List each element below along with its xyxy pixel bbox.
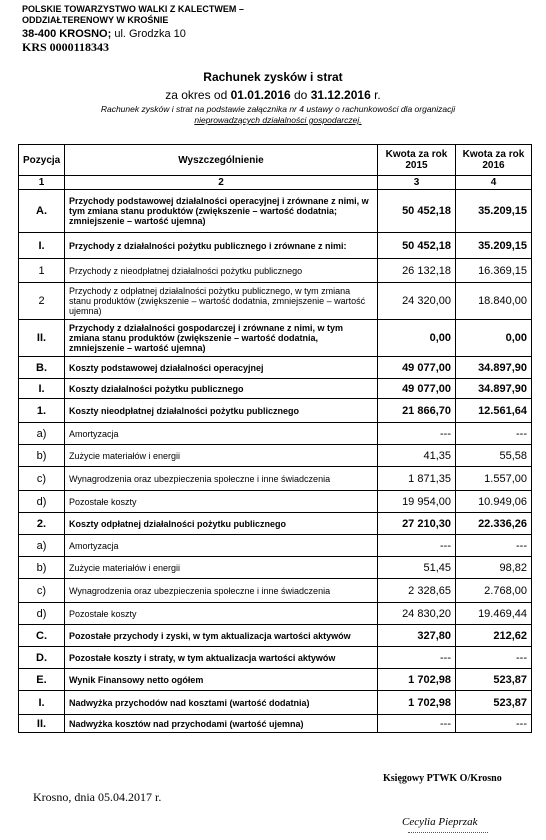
row-position: I. [19, 379, 65, 399]
row-position: A. [19, 190, 65, 233]
index-cell: 2 [65, 176, 378, 190]
row-position: b) [19, 557, 65, 579]
row-amount-2016: --- [456, 647, 532, 669]
header-position: Pozycja [19, 145, 65, 176]
row-position: 1. [19, 399, 65, 423]
table-row [19, 445, 532, 467]
org-name-line2: ODDZIAŁTERENOWY W KROŚNIE [22, 15, 169, 25]
reporting-period [0, 88, 546, 102]
table-row [19, 715, 532, 733]
row-amount-2015: 24 830,20 [378, 603, 456, 625]
table-row [19, 467, 532, 491]
row-amount-2015: 19 954,00 [378, 491, 456, 513]
period-mid: do [290, 88, 311, 102]
row-description: Pozostałe koszty i straty, w tym aktualizacja wartości aktywów [65, 647, 378, 669]
row-description: Wynagrodzenia oraz ubezpieczenia społeczne i inne świadczenia [65, 579, 378, 603]
row-description: Amortyzacja [65, 423, 378, 445]
row-description: Nadwyżka kosztów nad przychodami (wartość ujemna) [65, 715, 378, 733]
row-amount-2016: 0,00 [456, 320, 532, 357]
table-row [19, 535, 532, 557]
legal-note-line1: Rachunek zysków i strat na podstawie załącznika nr 4 ustawy o rachunkowości dla organizacji [100, 104, 456, 114]
row-position: a) [19, 423, 65, 445]
row-amount-2016: --- [456, 715, 532, 733]
row-amount-2016: 212,62 [456, 625, 532, 647]
row-amount-2015: 50 452,18 [378, 190, 456, 233]
row-amount-2015: 50 452,18 [378, 233, 456, 259]
row-description: Koszty działalności pożytku publicznego [65, 379, 378, 399]
row-amount-2015: 41,35 [378, 445, 456, 467]
row-description: Zużycie materiałów i energii [65, 445, 378, 467]
document-title: Rachunek zysków i strat [203, 70, 343, 84]
row-position: d) [19, 603, 65, 625]
row-position: c) [19, 579, 65, 603]
table-row [19, 320, 532, 357]
header-amount-2016: Kwota za rok 2016 [456, 145, 532, 176]
krs-number: KRS 0000118343 [22, 40, 110, 54]
table-row [19, 691, 532, 715]
row-amount-2015: 49 077,00 [378, 357, 456, 379]
row-position: a) [19, 535, 65, 557]
table-index-row [19, 176, 532, 190]
row-amount-2016: --- [456, 535, 532, 557]
row-amount-2016: 22.336,26 [456, 513, 532, 535]
row-position: c) [19, 467, 65, 491]
table-row [19, 233, 532, 259]
row-amount-2016: 1.557,00 [456, 467, 532, 491]
row-position: I. [19, 233, 65, 259]
row-position: E. [19, 669, 65, 691]
row-description: Nadwyżka przychodów nad kosztami (wartość dodatnia) [65, 691, 378, 715]
row-position: D. [19, 647, 65, 669]
legal-note [40, 104, 516, 126]
row-position: B. [19, 357, 65, 379]
row-description: Przychody podstawowej działalności operacyjnej i zrównane z nimi, w tym zmiana stanu produktów (zwiększenie – wartość dodatnia; zmniejszenie – wartość ujemna) [65, 190, 378, 233]
header-amount-2015: Kwota za rok 2015 [378, 145, 456, 176]
income-statement-table [18, 144, 532, 733]
row-amount-2015: 49 077,00 [378, 379, 456, 399]
address-street: ul. Grodzka 10 [111, 28, 186, 40]
row-position: d) [19, 491, 65, 513]
table-row [19, 283, 532, 320]
index-cell: 3 [378, 176, 456, 190]
table-body [19, 190, 532, 733]
table-row [19, 557, 532, 579]
row-position: 2 [19, 283, 65, 320]
row-position: II. [19, 320, 65, 357]
row-amount-2015: --- [378, 715, 456, 733]
row-amount-2015: 2 328,65 [378, 579, 456, 603]
org-name-line1: POLSKIE TOWARZYSTWO WALKI Z KALECTWEM – [22, 4, 244, 14]
table-header-row [19, 145, 532, 176]
row-description: Przychody z działalności pożytku publicznego i zrównane z nimi: [65, 233, 378, 259]
row-position: 2. [19, 513, 65, 535]
table-row [19, 603, 532, 625]
table-row [19, 423, 532, 445]
row-amount-2015: 327,80 [378, 625, 456, 647]
row-amount-2015: 24 320,00 [378, 283, 456, 320]
row-description: Pozostałe koszty [65, 603, 378, 625]
period-to: 31.12.2016 [310, 88, 371, 102]
table-row [19, 491, 532, 513]
row-position: I. [19, 691, 65, 715]
row-description: Koszty odpłatnej działalności pożytku publicznego [65, 513, 378, 535]
row-amount-2016: 98,82 [456, 557, 532, 579]
signature-line [408, 832, 488, 833]
period-prefix: za okres od [165, 88, 231, 102]
row-position: b) [19, 445, 65, 467]
row-amount-2016: 2.768,00 [456, 579, 532, 603]
index-cell: 1 [19, 176, 65, 190]
table-row [19, 357, 532, 379]
row-description: Przychody z odpłatnej działalności pożytku publicznego, w tym zmiana stanu produktów (zwiększenie – wartość dodatnia, zmniejszenie – wartość ujemna) [65, 283, 378, 320]
row-description: Wynik Finansowy netto ogółem [65, 669, 378, 691]
period-from: 01.01.2016 [230, 88, 291, 102]
row-amount-2015: 26 132,18 [378, 259, 456, 283]
row-description: Zużycie materiałów i energii [65, 557, 378, 579]
row-amount-2016: 34.897,90 [456, 379, 532, 399]
row-amount-2016: 35.209,15 [456, 190, 532, 233]
table-row [19, 379, 532, 399]
row-amount-2015: 0,00 [378, 320, 456, 357]
row-amount-2016: 35.209,15 [456, 233, 532, 259]
row-amount-2015: --- [378, 423, 456, 445]
row-description: Wynagrodzenia oraz ubezpieczenia społeczne i inne świadczenia [65, 467, 378, 491]
table-row [19, 259, 532, 283]
row-description: Przychody z działalności gospodarczej i zrównane z nimi, w tym zmiana stanu produktów (zwiększenie – wartość dodatnia, zmniejszenie – wartość ujemna) [65, 320, 378, 357]
table-row [19, 625, 532, 647]
row-amount-2016: 55,58 [456, 445, 532, 467]
row-amount-2015: 51,45 [378, 557, 456, 579]
table-row [19, 190, 532, 233]
row-amount-2015: 1 871,35 [378, 467, 456, 491]
row-description: Amortyzacja [65, 535, 378, 557]
header-description: Wyszczególnienie [65, 145, 378, 176]
row-amount-2015: 1 702,98 [378, 691, 456, 715]
row-amount-2015: 1 702,98 [378, 669, 456, 691]
address-postcode: 38-400 KROSNO; [22, 28, 112, 40]
row-amount-2015: --- [378, 647, 456, 669]
row-amount-2016: 523,87 [456, 691, 532, 715]
row-amount-2016: --- [456, 423, 532, 445]
row-amount-2015: 21 866,70 [378, 399, 456, 423]
row-amount-2016: 10.949,06 [456, 491, 532, 513]
row-description: Przychody z nieodpłatnej działalności pożytku publicznego [65, 259, 378, 283]
row-amount-2016: 12.561,64 [456, 399, 532, 423]
row-description: Koszty podstawowej działalności operacyjnej [65, 357, 378, 379]
index-cell: 4 [456, 176, 532, 190]
row-description: Koszty nieodpłatnej działalności pożytku publicznego [65, 399, 378, 423]
row-amount-2016: 523,87 [456, 669, 532, 691]
row-description: Pozostałe przychody i zyski, w tym aktualizacja wartości aktywów [65, 625, 378, 647]
row-position: 1 [19, 259, 65, 283]
row-position: C. [19, 625, 65, 647]
accountant-label: Księgowy PTWK O/Krosno [383, 773, 502, 784]
table-row [19, 399, 532, 423]
row-amount-2016: 19.469,44 [456, 603, 532, 625]
row-amount-2015: --- [378, 535, 456, 557]
legal-note-line2: nieprowadzących działalności gospodarczej. [194, 115, 362, 125]
table-row [19, 579, 532, 603]
row-description: Pozostałe koszty [65, 491, 378, 513]
row-position: II. [19, 715, 65, 733]
period-suffix: r. [370, 88, 381, 102]
organization-header [22, 4, 244, 54]
table-row [19, 647, 532, 669]
row-amount-2016: 18.840,00 [456, 283, 532, 320]
row-amount-2015: 27 210,30 [378, 513, 456, 535]
document-date: Krosno, dnia 05.04.2017 r. [33, 790, 162, 804]
table-row [19, 513, 532, 535]
signature: Cecylia Pieprzak [402, 816, 478, 828]
org-address [22, 27, 244, 41]
row-amount-2016: 34.897,90 [456, 357, 532, 379]
row-amount-2016: 16.369,15 [456, 259, 532, 283]
table-row [19, 669, 532, 691]
